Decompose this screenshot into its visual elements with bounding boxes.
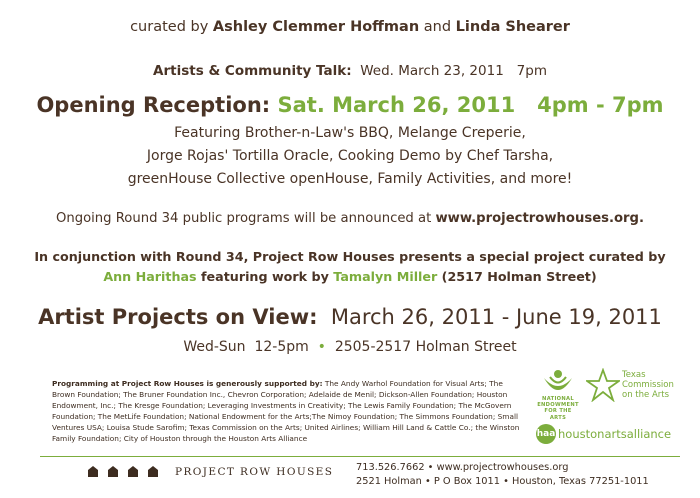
divider <box>40 456 680 457</box>
contact-address: 2521 Holman • P O Box 1011 • Houston, Texas 77251-1011 <box>356 476 649 487</box>
featuring-line-3: greenHouse Collective openHouse, Family Activities, and more! <box>127 171 573 187</box>
ongoing-line <box>0 211 700 226</box>
hours-bullet: • <box>308 339 335 355</box>
curated-prefix: curated by <box>130 19 213 35</box>
curated-and: and <box>419 19 456 35</box>
star-icon <box>586 368 620 402</box>
opening-line <box>0 93 700 117</box>
nea-text: NATIONAL ENDOWMENT FOR THE ARTS <box>537 396 579 421</box>
ongoing-text: Ongoing Round 34 public programs will be announced at <box>55 211 436 226</box>
house-icon <box>108 466 118 477</box>
org-name: PROJECT ROW HOUSES <box>175 466 334 478</box>
hours-line <box>0 339 700 355</box>
house-icon <box>88 466 98 477</box>
curator-1: Ashley Clemmer Hoffman <box>212 19 420 35</box>
curator-line <box>0 19 700 35</box>
opening-date: Sat. March 26, 2011 4pm - 7pm <box>270 93 664 117</box>
curator-2: Linda Shearer <box>455 19 570 35</box>
support-paragraph <box>52 378 528 445</box>
special-curator: Ann Harithas <box>103 269 197 284</box>
support-text: The Andy Warhol Foundation for Visual Arts; The Brown Foundation; The Bruner Foundation Inc., Chevron Corporation; Adelaide de Menil; Dickson-Allen Foundation; Houston Endowment, Inc.; The Kresge Foundation; Leveraging Investments in Creativity; The Lewis Family Foundation; The McGovern Foundation; The MetLife Foundation; National Endowment for the Arts;The Nimoy Foundation; The Simmons Foundation; Small Ventures USA; Louisa Stude Sarofim; Texas Commission on the Arts; United Airlines; William Hill Land & Cattle Co.; the Winston Family Foundation; City of Houston through the Houston Arts Alliance <box>52 379 520 444</box>
talk-label: Artists & Community Talk: <box>153 63 352 79</box>
talk-line <box>0 63 700 79</box>
talk-date: Wed. March 23, 2011 7pm <box>351 63 547 79</box>
conjunction-line-2 <box>0 269 700 284</box>
haa-icon: haa <box>536 424 556 444</box>
tca-text <box>622 370 674 400</box>
nea-icon <box>541 368 575 392</box>
tca-line-1: Texas <box>622 370 646 380</box>
conjunction-mid: featuring work by <box>196 269 334 284</box>
website-link[interactable]: www.projectrowhouses.org. <box>435 211 645 226</box>
opening-label: Opening Reception: <box>36 93 271 117</box>
nea-logo <box>536 368 580 421</box>
projects-dates: March 26, 2011 - June 19, 2011 <box>317 305 662 329</box>
house-icon <box>128 466 138 477</box>
haa-text: houstonartsalliance <box>558 427 672 441</box>
conjunction-line-1: In conjunction with Round 34, Project Row Houses presents a special project curated by <box>34 249 666 264</box>
contact-phone-web: 713.526.7662 • www.projectrowhouses.org <box>356 462 569 473</box>
conjunction-end: (2517 Holman Street) <box>437 269 597 284</box>
featuring-line-2: Jorge Rojas' Tortilla Oracle, Cooking Demo by Chef Tarsha, <box>146 148 554 164</box>
tca-line-3: on the Arts <box>622 390 670 400</box>
tca-line-2: Commission <box>622 380 674 390</box>
hours-address: 2505-2517 Holman Street <box>334 339 517 355</box>
projects-label: Artist Projects on View: <box>38 305 318 329</box>
support-lead: Programming at Project Row Houses is generously supported by: <box>52 379 323 388</box>
featuring-line-1: Featuring Brother-n-Law's BBQ, Melange Creperie, <box>174 125 526 141</box>
special-artist: Tamalyn Miller <box>333 269 438 284</box>
projects-line <box>0 305 700 329</box>
house-icon <box>148 466 158 477</box>
hours-days: Wed-Sun 12-5pm <box>183 339 309 355</box>
